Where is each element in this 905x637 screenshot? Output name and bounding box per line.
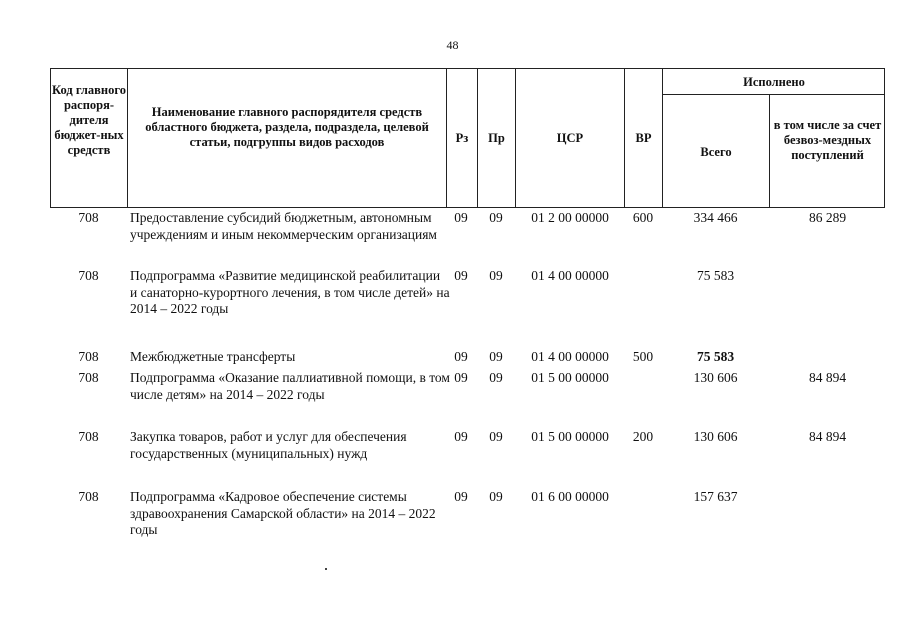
cell-name: Подпрограмма «Кадровое обеспечение системы здравоохранения Самарской области» на 2014 – 2022 годы [130,489,436,537]
header-vr: ВР [635,131,652,145]
cell-kod: 708 [78,349,99,364]
cell-csr: 01 2 00 00000 [531,210,609,225]
cell-vr: 500 [632,349,654,364]
cell-kod: 708 [78,210,99,225]
cell-pr: 09 [489,349,503,364]
cell-kod: 708 [78,370,99,385]
cell-rz: 09 [454,370,468,385]
cell-csr: 01 4 00 00000 [531,268,609,283]
cell-name: Подпрограмма «Оказание паллиативной помощи, в том числе детям» на 2014 – 2022 годы [130,370,450,402]
cell-rz: 09 [454,489,468,504]
cell-vsego: 334 466 [693,210,738,225]
cell-pr: 09 [489,370,503,385]
cell-csr: 01 4 00 00000 [531,349,609,364]
cell-rz: 09 [454,349,468,364]
header-vsego: Всего [700,145,732,159]
cell-vr: 600 [632,210,654,225]
header-v-tom-chisle: в том числе за счет безвоз-мездных поступлений [773,118,882,162]
cell-kod: 708 [78,268,99,283]
divider [662,94,885,95]
cell-rz: 09 [454,268,468,283]
cell-vsego: 157 637 [693,489,738,504]
header-ispolneno: Исполнено [743,75,805,89]
cell-name: Подпрограмма «Развитие медицинской реабилитации и санаторно-курортного лечения, в том числе детей» на 2014 – 2022 годы [130,268,450,316]
cell-csr: 01 5 00 00000 [531,370,609,385]
cell-pr: 09 [489,268,503,283]
cell-rz: 09 [454,210,468,225]
cell-v-tom-chisle: 84 894 [808,429,847,444]
cell-kod: 708 [78,429,99,444]
page-number: 48 [446,38,459,52]
cell-csr: 01 5 00 00000 [531,429,609,444]
divider [769,94,770,208]
header-csr: ЦСР [556,131,584,145]
cell-pr: 09 [489,429,503,444]
cell-vr: 200 [632,429,654,444]
cell-name: Закупка товаров, работ и услуг для обеспечения государственных (муниципальных) нужд [130,429,407,461]
cell-csr: 01 6 00 00000 [531,489,609,504]
cell-name: Предоставление субсидий бюджетным, автономным учреждениям и иным некоммерческим организациям [130,210,437,242]
cell-vsego: 75 583 [696,268,735,283]
header-pr: Пр [488,131,505,145]
cell-vsego: 75 583 [696,349,735,364]
cell-vsego: 130 606 [693,429,738,444]
cell-kod: 708 [78,489,99,504]
cell-v-tom-chisle: 84 894 [808,370,847,385]
cell-pr: 09 [489,210,503,225]
cell-v-tom-chisle: 86 289 [808,210,847,225]
header-rz: Рз [455,131,469,145]
cell-rz: 09 [454,429,468,444]
header-kod: Код главного распоря-дителя бюджет-ных средств [52,83,126,157]
scan-speck [325,568,327,570]
cell-pr: 09 [489,489,503,504]
cell-vsego: 130 606 [693,370,738,385]
cell-name: Межбюджетные трансферты [130,349,296,364]
divider [127,68,128,208]
header-name: Наименование главного распорядителя средств областного бюджета, раздела, подраздела, целевой статьи, подгруппы видов расходов [145,105,429,149]
